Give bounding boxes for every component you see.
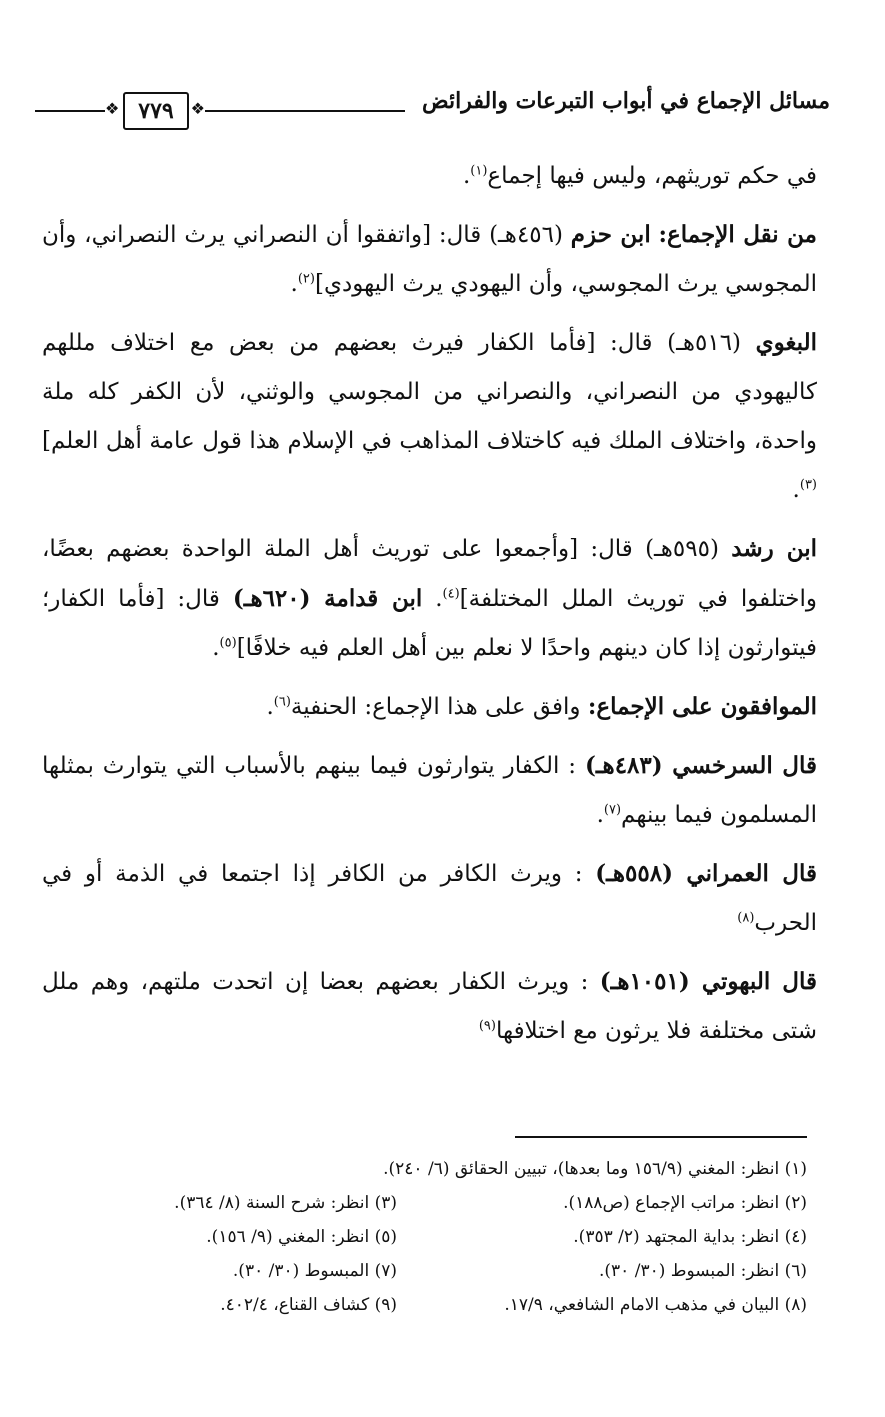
ornament-right-icon: ❖ (190, 99, 205, 118)
page-header (35, 86, 830, 132)
header-rule (205, 110, 405, 112)
footnote-row (77, 1220, 807, 1254)
footnote-7: (٧) المبسوط (٣٠/ ٣٠). (232, 1261, 397, 1281)
footnote-row (77, 1186, 807, 1220)
footnote-ref-8: (٨) (737, 910, 755, 926)
paragraph-6: قال السرخسي (٤٨٣هـ) : الكفار يتوارثون فيما بينهم بالأسباب التي يتوارث بمثلها المسلمون فيما بينهم$^{(٧)}$. (42, 752, 817, 828)
scholar-name: قال السرخسي (٤٨٣هـ) (584, 752, 817, 779)
footnote-3: (٣) انظر: شرح السنة (٨/ ٣٦٤). (174, 1193, 397, 1213)
footnote-ref-3: (٣) (799, 477, 817, 493)
page-number: ٧٧٩ (123, 92, 189, 130)
paragraph-3-text: (٥١٦هـ) قال: [فأما الكفار فيرث بعضهم من بعض مع اختلاف مللهم كاليهودي من النصراني، والنصراني من المجوسي والوثني، لأن الكفر كله ملة واحدة، واختلاف الملك فيه كاختلاف المذاهب في الإسلام هذا قول عامة أهل العلم] (42, 330, 817, 454)
paragraph-4-text-a: (٥٩٥هـ) قال: [وأجمعوا على توريث أهل الملة الواحدة بعضهم بعضًا، واختلفوا في توريث الملل المختلفة] (42, 536, 817, 612)
scholar-name: قال العمراني (٥٥٨هـ) (595, 860, 818, 887)
paragraph-6-text: : الكفار يتوارثون فيما بينهم بالأسباب التي يتوارث بمثلها المسلمون فيما بينهم (42, 753, 817, 828)
footnote-ref-5: (٥) (219, 635, 237, 651)
paragraph-7 (42, 849, 817, 948)
scholar-name: ابن حزم (570, 221, 651, 248)
paragraph-4: ابن رشد (٥٩٥هـ) قال: [وأجمعوا على توريث أهل الملة الواحدة بعضهم بعضًا، واختلفوا في توريث الملل المختلفة]$^{(٤)}$. ابن قدامة (٦٢٠هـ) قال: [فأما الكفار؛ فيتوارثون إذا كان دينهم واحدًا لا نعلم بين أهل العلم فيه خلافًا]$^{(٥)}$. (42, 535, 817, 661)
footnote-ref-9: (٩) (478, 1018, 496, 1034)
footnote-2: (٢) انظر: مراتب الإجماع (ص١٨٨). (563, 1193, 807, 1213)
paragraph-2-text: (٤٥٦هـ) قال: [واتفقوا أن النصراني يرث النصراني، وأن المجوسي يرث المجوسي، وأن اليهودي يرث اليهودي] (42, 222, 817, 297)
footnote-row (77, 1152, 807, 1186)
footnote-4: (٤) انظر: بداية المجتهد (٢/ ٣٥٣). (573, 1227, 807, 1247)
paragraph-1-text: في حكم توريثهم، وليس فيها إجماع (487, 163, 817, 189)
paragraph-8 (42, 957, 817, 1056)
footnote-8: (٨) البيان في مذهب الامام الشافعي، ١٧/٩. (504, 1295, 807, 1315)
paragraph-5: الموافقون على الإجماع: وافق على هذا الإجماع: الحنفية$^{(٦)}$. (266, 693, 817, 720)
footnote-separator (515, 1136, 807, 1138)
ornament-left-icon: ❖ (105, 99, 120, 118)
footnote-ref-7: (٧) (603, 802, 622, 818)
section-lead: من نقل الإجماع: (658, 221, 818, 248)
footnote-ref-6: (٦) (273, 694, 291, 710)
footnote-6: (٦) انظر: المبسوط (٣٠/ ٣٠). (598, 1261, 807, 1281)
scholar-name: ابن رشد (731, 535, 817, 562)
footnote-ref-2: (٢) (297, 271, 315, 287)
footnote-row (77, 1288, 807, 1322)
footnote-ref-1: (١) (470, 163, 488, 179)
section-lead: الموافقون على الإجماع: (587, 693, 817, 720)
scholar-name-2: ابن قدامة (٦٢٠هـ) (232, 585, 423, 612)
paragraph-4-text-b: قال: [فأما الكفار؛ فيتوارثون إذا كان دينهم واحدًا لا نعلم بين أهل العلم فيه خلافًا] (42, 586, 817, 661)
paragraph-7-text: : ويرث الكافر من الكافر إذا اجتمعا في الذمة أو في الحرب (42, 861, 817, 936)
scholar-name: البغوي (755, 329, 817, 356)
footnote-1: (١) انظر: المغني (١٥٦/٩ وما بعدها)، تبيين الحقائق (٦/ ٢٤٠). (383, 1159, 807, 1179)
scholar-name: قال البهوتي (١٠٥١هـ) (599, 968, 817, 995)
footnotes (77, 1152, 807, 1322)
footnote-9: (٩) كشاف القناع، ٤٠٢/٤. (220, 1295, 397, 1315)
paragraph-3: البغوي (٥١٦هـ) قال: [فأما الكفار فيرث بعضهم من بعض مع اختلاف مللهم كاليهودي من النصراني، والنصراني من المجوسي والوثني، لأن الكفر كله ملة واحدة، واختلاف الملك فيه كاختلاف المذاهب في الإسلام هذا قول عامة أهل العلم]$^{(٣)}$. (42, 329, 817, 503)
header-rule-left (35, 110, 105, 112)
running-title: مسائل الإجماع في أبواب التبرعات والفرائض (422, 88, 830, 114)
paragraph-2: من نقل الإجماع: ابن حزم (٤٥٦هـ) قال: [واتفقوا أن النصراني يرث النصراني، وأن المجوسي يرث المجوسي، وأن اليهودي يرث اليهودي]$^{(٢)}$. (42, 221, 818, 297)
footnote-5: (٥) انظر: المغني (٩/ ١٥٦). (206, 1227, 397, 1247)
paragraph-5-text: وافق على هذا الإجماع: الحنفية (290, 694, 581, 720)
paragraph-1: في حكم توريثهم، وليس فيها إجماع$^{(١)}$. (462, 163, 817, 189)
footnote-row (77, 1254, 807, 1288)
footnote-ref-4: (٤) (442, 586, 460, 602)
page-number-ornament (105, 92, 205, 130)
paragraph-8-text: : ويرث الكفار بعضهم بعضا إن اتحدت ملتهم، وهم ملل شتى مختلفة فلا يرثون مع اختلافها (42, 969, 817, 1044)
main-text (42, 152, 817, 1065)
